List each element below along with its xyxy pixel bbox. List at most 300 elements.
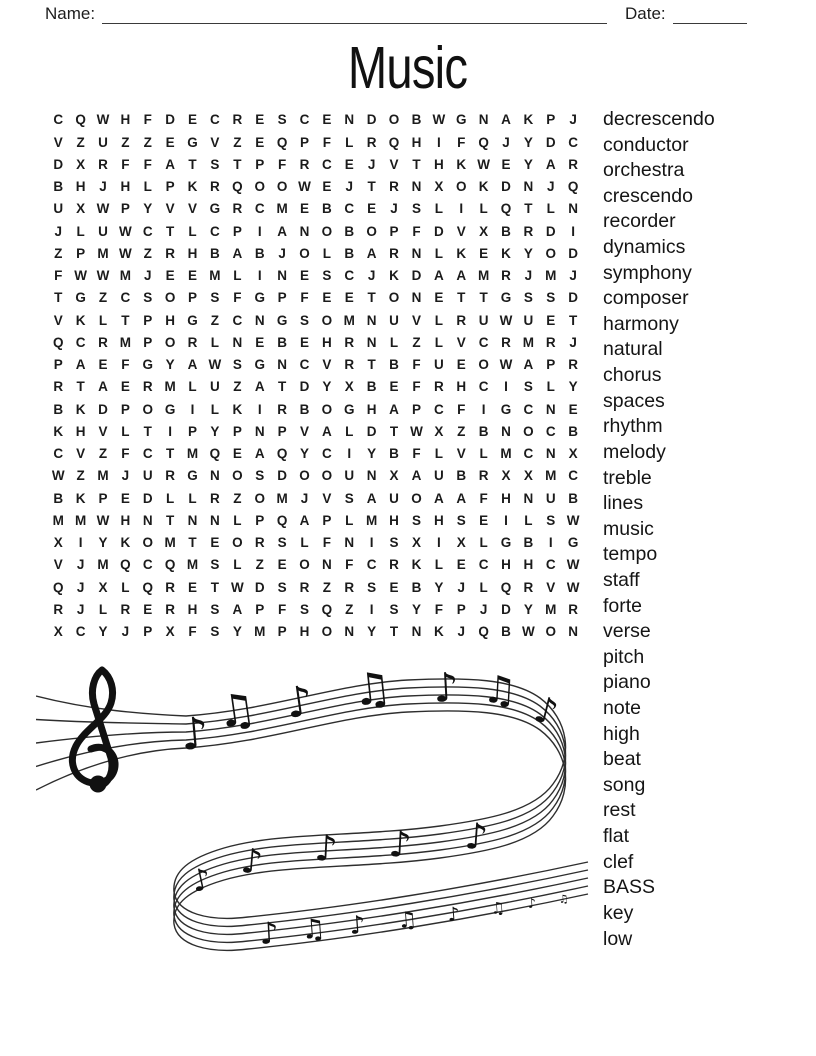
grid-cell: T (412, 156, 421, 172)
grid-cell: N (411, 290, 422, 306)
grid-cell: K (75, 490, 86, 506)
grid-cell: N (366, 312, 377, 328)
grid-cell: F (412, 223, 421, 239)
grid-cell: Y (367, 624, 377, 640)
grid-cell: C (75, 334, 86, 350)
grid-cell: F (479, 490, 488, 506)
grid-cell: H (523, 557, 534, 573)
grid-cell: R (478, 468, 489, 484)
grid-cell: F (412, 379, 421, 395)
grid-cell: H (433, 156, 444, 172)
treble-clef-icon (72, 670, 115, 793)
grid-cell: L (188, 223, 197, 239)
grid-cell: A (433, 490, 444, 506)
grid-cell: N (277, 357, 287, 373)
grid-cell: V (165, 201, 175, 217)
grid-cell: O (523, 423, 534, 439)
grid-cell: D (277, 468, 287, 484)
grid-cell: W (51, 468, 65, 484)
grid-cell: B (478, 423, 489, 439)
grid-cell: D (254, 579, 265, 595)
grid-cell: K (456, 156, 467, 172)
grid-cell: F (277, 156, 287, 172)
grid-cell: M (254, 624, 266, 640)
grid-cell: E (322, 290, 332, 306)
staff-line (36, 695, 588, 934)
grid-cell: L (434, 312, 443, 328)
beamed-notes-icon: ♫ (489, 898, 506, 918)
grid-cell: L (389, 334, 399, 350)
grid-cell: G (75, 290, 86, 306)
grid-cell: P (143, 312, 153, 328)
grid-cell: L (434, 245, 443, 261)
grid-cell: J (502, 134, 510, 150)
grid-cell: Z (233, 379, 242, 395)
grid-cell: C (120, 290, 131, 306)
grid-cell: E (98, 357, 108, 373)
grid-cell: T (143, 423, 152, 439)
grid-cell: I (78, 535, 83, 551)
grid-cell: F (143, 156, 152, 172)
grid-cell: R (501, 268, 511, 284)
word-search-grid (47, 109, 584, 643)
grid-cell: T (389, 423, 399, 439)
grid-cell: B (501, 223, 511, 239)
grid-cell: T (479, 290, 488, 306)
grid-cell: G (500, 535, 512, 551)
grid-cell: N (411, 179, 422, 195)
grid-cell: L (434, 201, 443, 217)
grid-cell: I (369, 535, 374, 551)
grid-cell: A (523, 357, 534, 373)
grid-cell: A (501, 112, 511, 128)
grid-cell: L (479, 446, 488, 462)
grid-cell: W (74, 268, 87, 284)
grid-cell: N (568, 201, 579, 217)
grid-cell: L (210, 334, 220, 350)
grid-cell: Y (322, 379, 332, 395)
grid-cell: B (254, 245, 265, 261)
grid-cell: M (164, 535, 176, 551)
grid-cell: T (188, 535, 197, 551)
grid-cell: Q (567, 179, 579, 195)
eighth-note-icon: ♪ (348, 909, 367, 940)
word-list-item: recorder (603, 210, 676, 233)
word-list-item: conductor (603, 133, 689, 156)
grid-cell: O (232, 468, 243, 484)
grid-cell: O (455, 179, 467, 195)
grid-cell: P (255, 601, 265, 617)
grid-cell: D (568, 245, 579, 261)
grid-cell: L (546, 201, 555, 217)
grid-cell: R (568, 357, 579, 373)
word-list-item: symphony (603, 261, 692, 284)
word-list-item: piano (603, 671, 651, 694)
grid-cell: J (479, 601, 488, 617)
grid-cell: V (546, 579, 556, 595)
grid-cell: T (54, 290, 63, 306)
grid-cell: C (75, 624, 86, 640)
grid-cell: B (53, 179, 64, 195)
grid-cell: J (569, 334, 577, 350)
grid-cell: O (164, 290, 176, 306)
music-staff-art (36, 656, 590, 958)
grid-cell: Q (209, 446, 221, 462)
grid-cell: E (568, 401, 578, 417)
grid-cell: H (501, 557, 511, 573)
grid-cell: C (210, 112, 220, 128)
grid-cell: V (188, 201, 198, 217)
header-date (625, 4, 747, 24)
grid-cell: E (344, 290, 354, 306)
grid-cell: U (523, 312, 534, 328)
date-line (673, 4, 747, 24)
grid-cell: N (299, 223, 310, 239)
grid-cell: A (187, 357, 198, 373)
grid-cell: P (255, 512, 265, 528)
grid-cell: W (96, 268, 110, 284)
grid-cell: B (389, 357, 399, 373)
grid-cell: R (568, 156, 579, 172)
grid-cell: M (276, 490, 288, 506)
grid-cell: V (53, 557, 63, 573)
grid-cell: H (389, 512, 399, 528)
grid-cell: L (345, 512, 354, 528)
grid-cell: F (412, 446, 421, 462)
grid-cell: L (479, 579, 488, 595)
grid-cell: M (366, 512, 378, 528)
grid-cell: K (523, 112, 534, 128)
grid-cell: P (277, 423, 287, 439)
grid-cell: P (188, 423, 198, 439)
grid-cell: N (322, 557, 332, 573)
grid-cell: S (344, 490, 354, 506)
grid-cell: E (389, 379, 399, 395)
word-list-item: beat (603, 748, 641, 771)
grid-cell: T (367, 179, 376, 195)
grid-cell: V (322, 357, 332, 373)
name-line (102, 4, 607, 24)
word-list-item: orchestra (603, 159, 685, 182)
grid-cell: D (98, 401, 108, 417)
beamed-notes-icon: ♫ (213, 682, 260, 739)
grid-cell: R (545, 334, 556, 350)
grid-cell: D (299, 379, 310, 395)
grid-cell: C (299, 357, 310, 373)
grid-cell: K (389, 268, 399, 284)
grid-cell: E (255, 134, 265, 150)
grid-cell: G (344, 401, 355, 417)
word-list-item: music (603, 517, 654, 540)
grid-cell: A (411, 468, 422, 484)
grid-cell: E (188, 112, 198, 128)
grid-cell: W (477, 156, 490, 172)
grid-cell: K (232, 401, 243, 417)
grid-cell: B (411, 579, 422, 595)
grid-cell: L (434, 557, 443, 573)
grid-cell: J (457, 579, 465, 595)
grid-cell: V (53, 312, 63, 328)
grid-cell: Y (411, 601, 421, 617)
word-list-item: tempo (603, 543, 658, 566)
grid-cell: L (300, 535, 309, 551)
word-list-item: high (603, 722, 640, 745)
grid-cell: Q (75, 112, 86, 128)
grid-cell: D (165, 112, 176, 128)
grid-cell: F (143, 112, 152, 128)
grid-cell: Z (457, 423, 466, 439)
grid-cell: C (545, 557, 556, 573)
grid-cell: F (121, 156, 130, 172)
grid-cell: N (366, 334, 377, 350)
grid-cell: M (119, 268, 131, 284)
grid-cell: J (345, 179, 354, 195)
grid-cell: J (76, 557, 85, 573)
grid-cell: C (545, 423, 556, 439)
grid-cell: B (53, 490, 64, 506)
grid-cell: E (210, 535, 220, 551)
grid-cell: M (97, 557, 109, 573)
grid-cell: Z (143, 245, 152, 261)
word-list-item: harmony (603, 312, 679, 335)
name-label: Name: (45, 4, 96, 23)
grid-cell: Q (388, 134, 400, 150)
grid-cell: A (232, 245, 243, 261)
grid-cell: S (523, 290, 533, 306)
grid-cell: T (188, 156, 197, 172)
grid-cell: O (254, 490, 265, 506)
grid-cell: M (164, 379, 176, 395)
eighth-note-icon: ♪ (387, 824, 413, 867)
grid-cell: W (298, 179, 311, 195)
grid-cell: K (187, 179, 198, 195)
grid-cell: Y (98, 624, 108, 640)
grid-cell: E (456, 557, 466, 573)
grid-cell: P (53, 357, 63, 373)
grid-cell: Y (367, 446, 377, 462)
grid-cell: S (456, 512, 466, 528)
eighth-note-icon: ♪ (188, 861, 215, 900)
grid-cell: H (75, 423, 86, 439)
grid-cell: Z (345, 601, 354, 617)
grid-cell: D (568, 290, 579, 306)
grid-cell: J (547, 179, 555, 195)
grid-cell: R (187, 334, 198, 350)
grid-cell: A (232, 601, 243, 617)
grid-cell: M (522, 334, 535, 350)
grid-cell: N (545, 401, 556, 417)
grid-cell: Q (500, 579, 512, 595)
grid-cell: Z (98, 446, 108, 462)
grid-cell: R (344, 334, 355, 350)
grid-cell: C (322, 446, 332, 462)
grid-cell: F (412, 357, 421, 373)
grid-cell: G (142, 357, 154, 373)
grid-cell: T (277, 379, 287, 395)
grid-cell: A (98, 379, 108, 395)
grid-cell: K (75, 401, 86, 417)
header-name (45, 4, 607, 24)
grid-cell: E (299, 201, 309, 217)
grid-cell: O (321, 468, 333, 484)
grid-cell: E (120, 490, 130, 506)
grid-cell: L (322, 245, 331, 261)
eighth-note-icon: ♪ (527, 896, 537, 912)
grid-cell: E (344, 156, 354, 172)
grid-cell: P (143, 624, 153, 640)
grid-cell: M (545, 268, 557, 284)
grid-cell: E (389, 579, 399, 595)
grid-cell: Z (76, 468, 85, 484)
grid-cell: R (142, 379, 153, 395)
grid-cell: Y (523, 156, 533, 172)
eighth-note-icon: ♪ (446, 903, 461, 926)
grid-cell: V (456, 223, 466, 239)
grid-cell: T (166, 446, 175, 462)
grid-cell: B (389, 446, 399, 462)
grid-cell: G (209, 201, 221, 217)
grid-cell: E (322, 112, 332, 128)
grid-cell: J (569, 268, 577, 284)
grid-cell: I (347, 446, 352, 462)
grid-cell: X (344, 379, 354, 395)
grid-cell: P (411, 401, 421, 417)
grid-cell: N (254, 423, 265, 439)
grid-cell: M (477, 268, 490, 284)
grid-cell: X (165, 624, 175, 640)
grid-cell: S (210, 557, 220, 573)
grid-cell: E (367, 201, 377, 217)
grid-cell: P (277, 624, 287, 640)
grid-cell: G (500, 290, 512, 306)
grid-cell: K (120, 535, 131, 551)
grid-cell: H (120, 512, 131, 528)
grid-cell: O (411, 490, 422, 506)
eighth-note-icon: ♪ (258, 916, 280, 952)
grid-cell: Y (523, 245, 533, 261)
grid-cell: W (410, 423, 423, 439)
grid-cell: M (97, 468, 109, 484)
word-list-item: note (603, 697, 641, 720)
grid-cell: S (143, 290, 153, 306)
grid-cell: B (277, 334, 287, 350)
grid-cell: Q (321, 601, 333, 617)
grid-cell: E (165, 268, 175, 284)
grid-cell: N (501, 423, 511, 439)
grid-cell: Y (143, 201, 153, 217)
grid-cell: V (299, 423, 309, 439)
grid-cell: R (210, 490, 220, 506)
grid-cell: A (366, 245, 377, 261)
grid-cell: C (322, 156, 332, 172)
grid-cell: V (456, 446, 466, 462)
grid-cell: Q (478, 134, 489, 150)
grid-cell: J (54, 223, 62, 239)
grid-cell: V (76, 446, 86, 462)
grid-cell: T (76, 379, 85, 395)
grid-cell: R (210, 179, 220, 195)
grid-cell: C (568, 468, 579, 484)
grid-cell: W (566, 512, 580, 528)
grid-cell: O (321, 223, 333, 239)
grid-cell: P (120, 401, 130, 417)
grid-cell: D (366, 112, 377, 128)
grid-cell: R (165, 601, 176, 617)
grid-cell: L (479, 535, 488, 551)
grid-cell: R (299, 156, 310, 172)
grid-cell: Z (233, 134, 242, 150)
grid-cell: A (277, 223, 287, 239)
grid-cell: K (53, 423, 64, 439)
grid-cell: Y (523, 134, 533, 150)
grid-cell: E (299, 334, 309, 350)
grid-cell: M (186, 557, 199, 573)
word-list-item: dynamics (603, 236, 686, 259)
grid-cell: L (233, 268, 242, 284)
grid-cell: M (186, 446, 199, 462)
grid-cell: F (322, 134, 331, 150)
grid-cell: U (389, 490, 399, 506)
grid-cell: S (389, 601, 399, 617)
grid-cell: H (187, 601, 198, 617)
grid-cell: A (456, 490, 467, 506)
grid-cell: T (367, 290, 376, 306)
word-list-item: clef (603, 850, 634, 873)
grid-cell: F (233, 290, 242, 306)
grid-cell: H (456, 379, 467, 395)
grid-cell: I (168, 423, 173, 439)
grid-cell: V (389, 156, 399, 172)
grid-cell: I (571, 223, 576, 239)
grid-cell: U (344, 468, 355, 484)
grid-cell: L (233, 512, 242, 528)
grid-cell: L (524, 512, 533, 528)
grid-cell: H (411, 134, 422, 150)
grid-cell: X (523, 468, 533, 484)
grid-cell: H (299, 624, 310, 640)
grid-cell: X (434, 179, 444, 195)
grid-cell: G (187, 134, 198, 150)
grid-cell: V (210, 134, 220, 150)
grid-cell: E (456, 357, 466, 373)
grid-cell: W (522, 624, 535, 640)
grid-cell: P (255, 156, 265, 172)
grid-cell: T (389, 624, 399, 640)
grid-cell: W (208, 357, 222, 373)
grid-cell: D (545, 223, 556, 239)
grid-cell: T (166, 223, 175, 239)
grid-cell: Q (500, 201, 512, 217)
grid-cell: S (210, 290, 220, 306)
grid-cell: O (299, 468, 310, 484)
grid-cell: A (389, 401, 399, 417)
grid-cell: N (187, 512, 198, 528)
grid-cell: M (545, 468, 557, 484)
word-list-item: staff (603, 568, 640, 591)
grid-cell: P (299, 134, 309, 150)
word-list-item: crescendo (603, 184, 693, 207)
grid-cell: H (75, 179, 86, 195)
word-list-item: verse (603, 620, 651, 643)
word-list-item: forte (603, 594, 643, 617)
grid-cell: S (389, 535, 399, 551)
grid-cell: I (190, 401, 195, 417)
grid-cell: K (478, 179, 489, 195)
grid-cell: R (98, 334, 108, 350)
grid-cell: Q (52, 579, 64, 595)
grid-cell: R (53, 601, 64, 617)
grid-cell: O (164, 334, 176, 350)
